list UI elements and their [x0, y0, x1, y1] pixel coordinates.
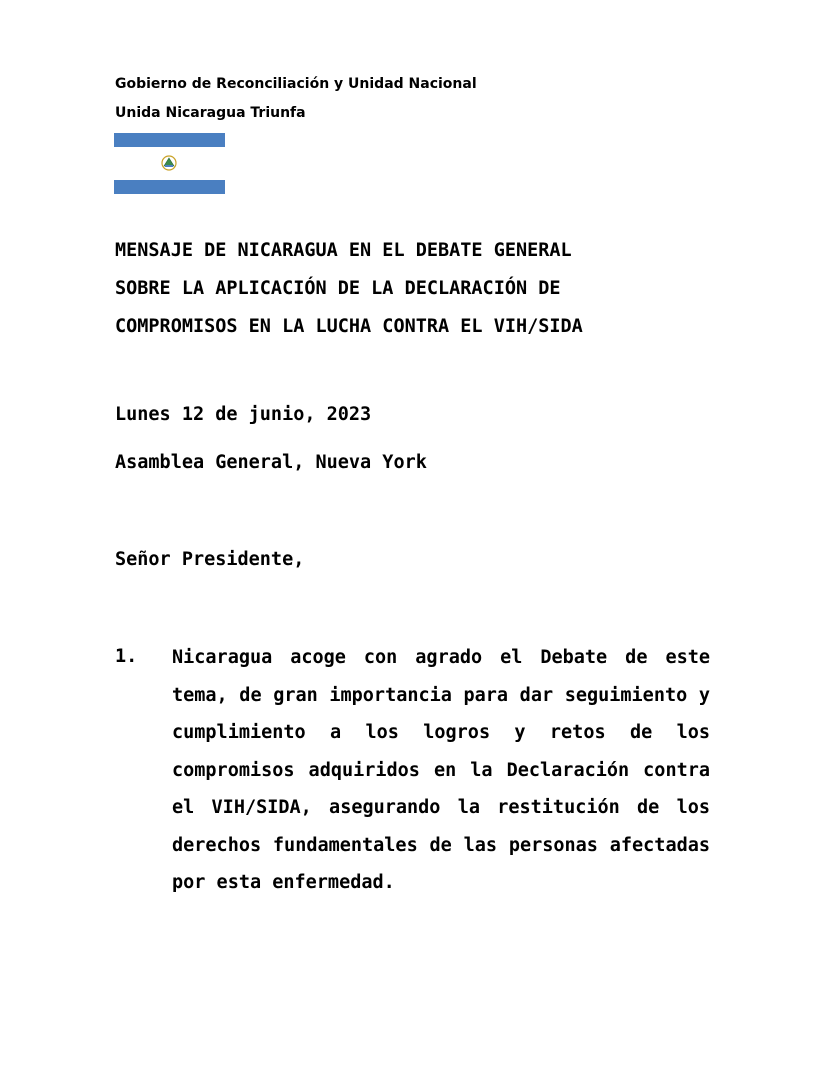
- title-line: SOBRE LA APLICACIÓN DE LA DECLARACIÓN DE: [115, 278, 561, 299]
- flag-top-stripe: [114, 133, 225, 147]
- speech-date: Lunes 12 de junio, 2023: [115, 404, 372, 425]
- coat-of-arms-icon: [160, 155, 178, 171]
- title-line: COMPROMISOS EN LA LUCHA CONTRA EL VIH/SIDA: [115, 316, 583, 337]
- speech-location: Asamblea General, Nueva York: [115, 452, 427, 473]
- title-line: MENSAJE DE NICARAGUA EN EL DEBATE GENERAL: [115, 240, 572, 261]
- government-name: Gobierno de Reconciliación y Unidad Nacional: [115, 76, 477, 92]
- nicaragua-flag-image: [114, 133, 225, 194]
- document-title: [115, 232, 735, 346]
- government-slogan: Unida Nicaragua Triunfa: [115, 105, 306, 121]
- salutation: Señor Presidente,: [115, 549, 305, 570]
- paragraph-number: 1.: [115, 646, 138, 667]
- flag-center-stripe: [114, 147, 225, 180]
- flag-bottom-stripe: [114, 180, 225, 194]
- paragraph-text: Nicaragua acoge con agrado el Debate de este tema, de gran importancia para dar seguimiento y cumplimiento a los logros y retos de los compromisos adquiridos en la Declaración contra el VIH/SIDA, asegurando la restitución de los derechos fundamentales de las personas afectadas por esta enfermedad.: [172, 647, 710, 893]
